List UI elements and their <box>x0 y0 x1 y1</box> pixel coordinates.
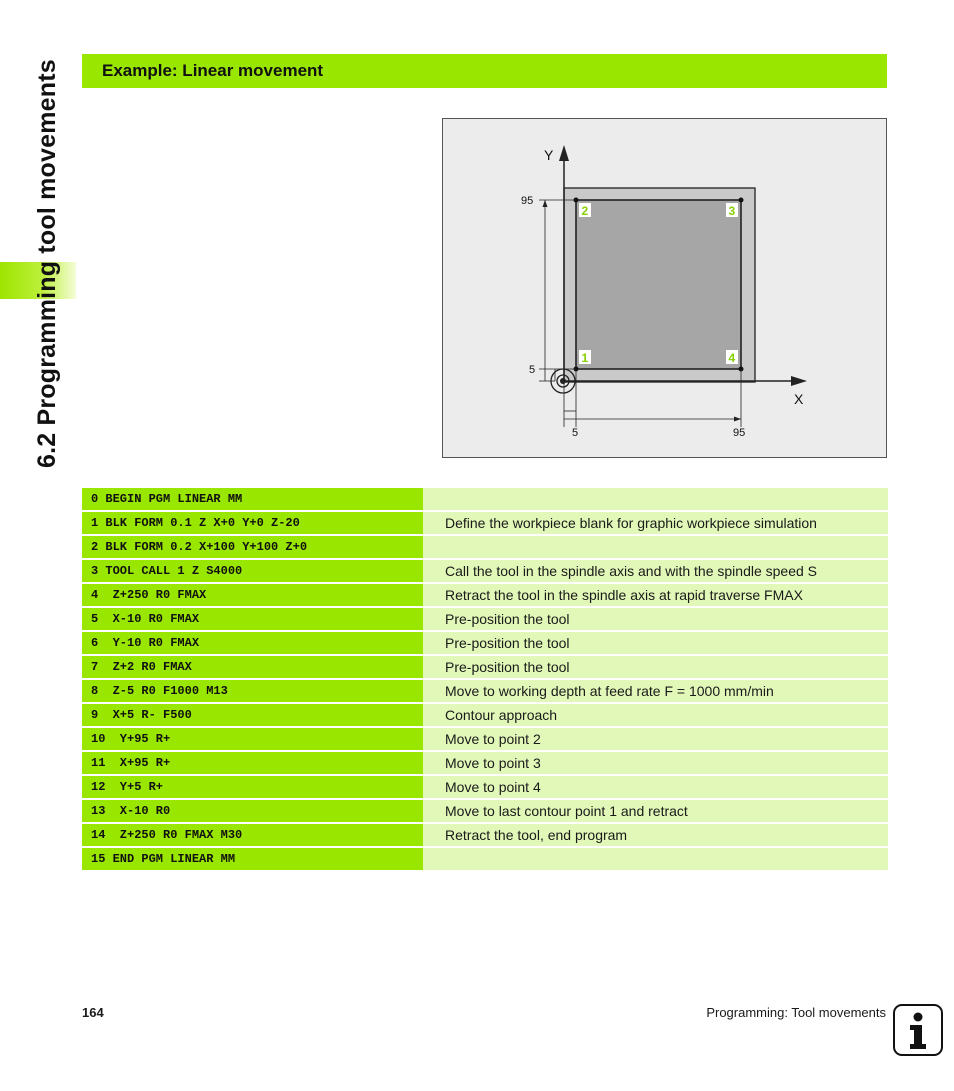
workpiece-diagram <box>442 118 887 458</box>
nc-code-cell: 9 X+5 R- F500 <box>82 704 423 726</box>
description-cell: Move to working depth at feed rate F = 1000 mm/min <box>423 680 888 702</box>
y-axis-label: Y <box>544 147 554 163</box>
nc-code-cell: 13 X-10 R0 <box>82 800 423 822</box>
nc-code-cell: 14 Z+250 R0 FMAX M30 <box>82 824 423 846</box>
description-cell: Retract the tool in the spindle axis at rapid traverse FMAX <box>423 584 888 606</box>
diagram-canvas <box>443 119 888 459</box>
nc-code-cell: 4 Z+250 R0 FMAX <box>82 584 423 606</box>
section-title: Example: Linear movement <box>102 61 324 80</box>
nc-code-cell: 3 TOOL CALL 1 Z S4000 <box>82 560 423 582</box>
info-glyph <box>895 1006 941 1054</box>
dim-y-top-label: 95 <box>521 195 534 207</box>
description-cell: Move to point 3 <box>423 752 888 774</box>
description-cell <box>423 536 888 558</box>
info-icon <box>893 1004 943 1056</box>
section-header <box>82 54 887 88</box>
footer-title: Programming: Tool movements <box>706 1005 886 1020</box>
point-2-label: 2 <box>581 204 589 218</box>
nc-code-cell: 11 X+95 R+ <box>82 752 423 774</box>
nc-code-cell: 10 Y+95 R+ <box>82 728 423 750</box>
point-3-label: 3 <box>728 204 736 218</box>
table-row <box>82 584 888 606</box>
table-row <box>82 680 888 702</box>
description-cell: Move to last contour point 1 and retract <box>423 800 888 822</box>
table-row <box>82 488 888 510</box>
description-cell <box>423 488 888 510</box>
description-cell: Pre-position the tool <box>423 656 888 678</box>
point-1-label: 1 <box>581 351 589 365</box>
program-table <box>82 488 888 872</box>
page-number: 164 <box>82 1005 104 1020</box>
dim-x95-arrow <box>734 417 741 422</box>
table-row <box>82 704 888 726</box>
description-cell: Pre-position the tool <box>423 632 888 654</box>
table-row <box>82 656 888 678</box>
table-row <box>82 560 888 582</box>
x-axis-arrow <box>791 376 807 386</box>
nc-code-cell: 6 Y-10 R0 FMAX <box>82 632 423 654</box>
dim-x-left-label: 5 <box>572 427 579 439</box>
nc-code-cell: 5 X-10 R0 FMAX <box>82 608 423 630</box>
nc-code-cell: 15 END PGM LINEAR MM <box>82 848 423 870</box>
nc-code-cell: 8 Z-5 R0 F1000 M13 <box>82 680 423 702</box>
x-axis-label: X <box>794 391 804 407</box>
point-3-marker <box>739 198 744 203</box>
table-row <box>82 824 888 846</box>
nc-code-cell: 1 BLK FORM 0.1 Z X+0 Y+0 Z-20 <box>82 512 423 534</box>
table-row <box>82 776 888 798</box>
nc-code-cell: 7 Z+2 R0 FMAX <box>82 656 423 678</box>
table-row <box>82 848 888 870</box>
description-cell: Move to point 4 <box>423 776 888 798</box>
table-row <box>82 800 888 822</box>
description-cell: Move to point 2 <box>423 728 888 750</box>
tool-center <box>560 378 566 384</box>
chapter-side-title: 6.2 Programming tool movements <box>33 59 61 468</box>
description-cell: Define the workpiece blank for graphic workpiece simulation <box>423 512 888 534</box>
description-cell <box>423 848 888 870</box>
table-row <box>82 752 888 774</box>
dim-y95-arrow <box>543 200 548 207</box>
description-cell: Call the tool in the spindle axis and with the spindle speed S <box>423 560 888 582</box>
contour-path <box>576 200 741 369</box>
point-4-label: 4 <box>728 351 736 365</box>
dim-y-bottom-label: 5 <box>529 364 536 376</box>
table-row <box>82 728 888 750</box>
table-row <box>82 512 888 534</box>
description-cell: Retract the tool, end program <box>423 824 888 846</box>
nc-code-cell: 2 BLK FORM 0.2 X+100 Y+100 Z+0 <box>82 536 423 558</box>
y-axis-arrow <box>559 145 569 161</box>
nc-code-cell: 12 Y+5 R+ <box>82 776 423 798</box>
nc-code-cell: 0 BEGIN PGM LINEAR MM <box>82 488 423 510</box>
table-row <box>82 536 888 558</box>
table-row <box>82 608 888 630</box>
table-row <box>82 632 888 654</box>
description-cell: Pre-position the tool <box>423 608 888 630</box>
description-cell: Contour approach <box>423 704 888 726</box>
dim-x-right-label: 95 <box>733 427 746 439</box>
